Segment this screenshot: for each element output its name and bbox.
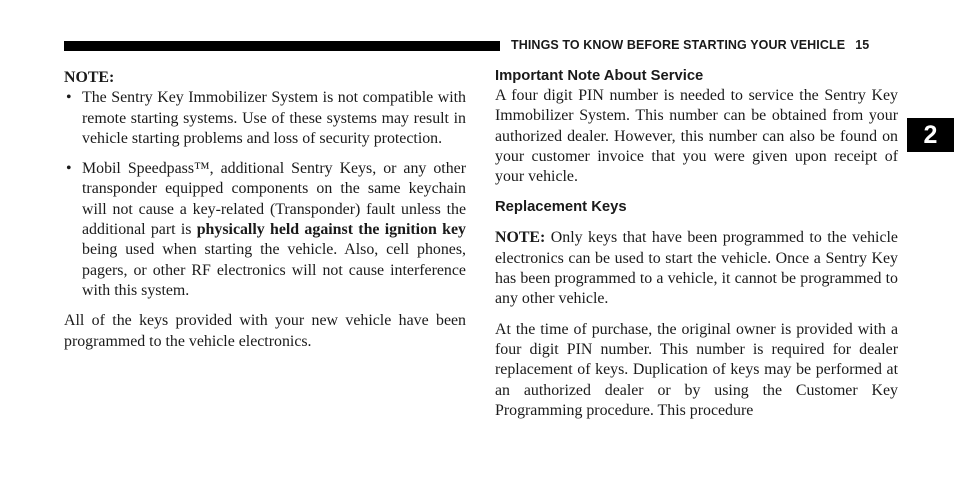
right-column [495, 66, 898, 421]
bullet-text: The Sentry Key Immobilizer System is not compatible with remote starting systems. Use of these systems may result in vehicle starting problems and loss of security protection. [82, 89, 466, 147]
note-label: NOTE: [495, 229, 546, 247]
bullet-text-continued: being used when starting the vehicle. Also, cell phones, pagers, or other RF electronics will not cause interference with this system. [82, 241, 466, 299]
purchase-paragraph: At the time of purchase, the original owner is provided with a four digit PIN number. This number is required for dealer replacement of keys. Duplication of keys may be performed at an authorized dealer or by using the Customer Key Programming procedure. This procedure [495, 320, 898, 419]
bullet-emphasis: physically held against the ignition key [196, 221, 466, 239]
keys-programmed-paragraph: All of the keys provided with your new vehicle have been programmed to the vehicle electronics. [64, 312, 466, 350]
bullet-dot-icon: • [66, 89, 72, 107]
bullet-item-speedpass [64, 159, 466, 301]
bullet-item-immobilizer [64, 88, 466, 149]
bullet-dot-icon: • [66, 160, 72, 178]
replacement-note [495, 228, 898, 309]
left-column [64, 66, 466, 352]
note-bullet-list [64, 88, 466, 301]
header-title: THINGS TO KNOW BEFORE STARTING YOUR VEHICLE [511, 38, 846, 52]
note-text: Only keys that have been programmed to the vehicle electronics can be used to start the vehicle. Once a Sentry Key has been programmed to a vehicle, it cannot be programmed to any other vehicle. [495, 229, 898, 308]
section-heading-service: Important Note About Service [495, 68, 704, 84]
chapter-tab: 2 [907, 118, 954, 152]
service-paragraph: A four digit PIN number is needed to service the Sentry Key Immobilizer System. This number can be obtained from your authorized dealer. However, this number can also be found on your customer invoice that you were given upon receipt of your vehicle. [495, 87, 898, 186]
bullet-text: Mobil Speedpass™, additional Sentry Keys, or any other transponder equipped components on the same keychain will not cause a key-related (Transponder) fault unless the additional part is [82, 160, 466, 239]
running-header [511, 38, 901, 52]
header-rule [64, 41, 500, 51]
page-number: 15 [855, 38, 870, 52]
section-heading-replacement-keys: Replacement Keys [495, 199, 627, 216]
note-label: NOTE: [64, 69, 115, 86]
